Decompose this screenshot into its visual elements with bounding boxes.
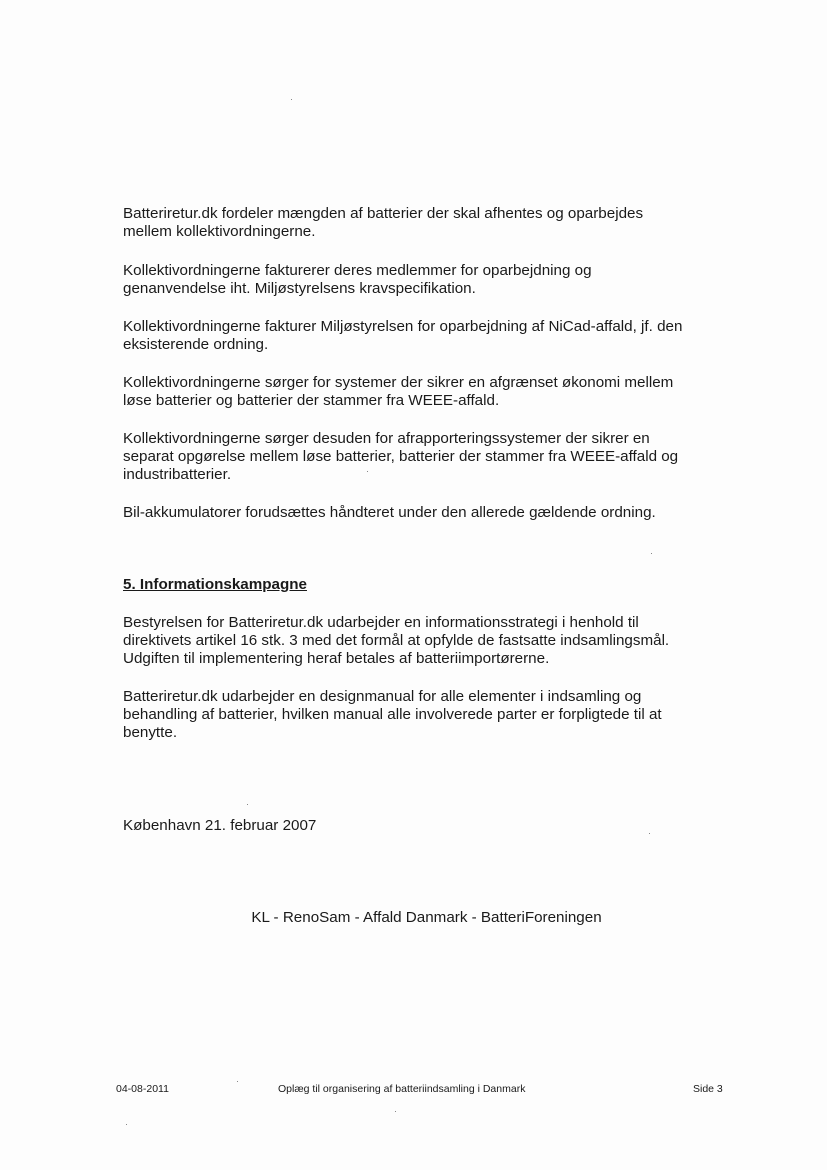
- paragraph-car-batteries: Bil-akkumulatorer forudsættes håndteret under den allerede gældende ordning.: [123, 504, 656, 521]
- paragraph-design-manual: Batteriretur.dk udarbejder en designmanual for alle elementer i indsamling og behandling af batterier, hvilken manual alle involverede parter er forpligtede til at benytte.: [123, 688, 662, 741]
- scan-speck: [395, 1111, 396, 1112]
- scan-speck: [649, 833, 650, 834]
- scan-speck: [126, 1124, 127, 1125]
- paragraph-distribution: Batteriretur.dk fordeler mængden af batterier der skal afhentes og oparbejdes mellem kollektivordningerne.: [123, 205, 644, 240]
- scan-speck: [651, 553, 652, 554]
- footer-page-number: Side 3: [693, 1083, 723, 1095]
- footer-title: Oplæg til organisering af batteriindsamling i Danmark: [278, 1083, 526, 1095]
- footer-date: 04-08-2011: [116, 1083, 169, 1095]
- signatory-organizations: KL - RenoSam - Affald Danmark - BatteriForeningen: [251, 909, 602, 926]
- paragraph-nicad-invoicing: Kollektivordningerne fakturer Miljøstyrelsen for oparbejdning af NiCad-affald, jf. den eksisterende ordning.: [123, 318, 683, 353]
- scan-speck: [237, 1081, 238, 1082]
- section-heading-information-campaign: 5. Informationskampagne: [123, 576, 307, 593]
- paragraph-information-strategy: Bestyrelsen for Batteriretur.dk udarbejder en informationsstrategi i henhold til direktivets artikel 16 stk. 3 med det formål at opfylde de fastsatte indsamlingsmål. Udgiften til implementering heraf betales af batteriimportørerne.: [123, 614, 670, 667]
- place-and-date: København 21. februar 2007: [123, 817, 317, 834]
- paragraph-member-invoicing: Kollektivordningerne fakturerer deres medlemmer for oparbejdning og genanvendelse iht. Miljøstyrelsens kravspecifikation.: [123, 262, 592, 297]
- paragraph-reporting-systems: Kollektivordningerne sørger desuden for afrapporteringssystemer der sikrer en separat opgørelse mellem løse batterier, batterier der stammer fra WEEE-affald og industribatterier.: [123, 430, 679, 483]
- scan-speck: [247, 804, 248, 805]
- scan-speck: [291, 99, 292, 100]
- scan-speck: [367, 471, 368, 472]
- paragraph-economy-systems: Kollektivordningerne sørger for systemer der sikrer en afgrænset økonomi mellem løse batterier og batterier der stammer fra WEEE-affald.: [123, 374, 674, 409]
